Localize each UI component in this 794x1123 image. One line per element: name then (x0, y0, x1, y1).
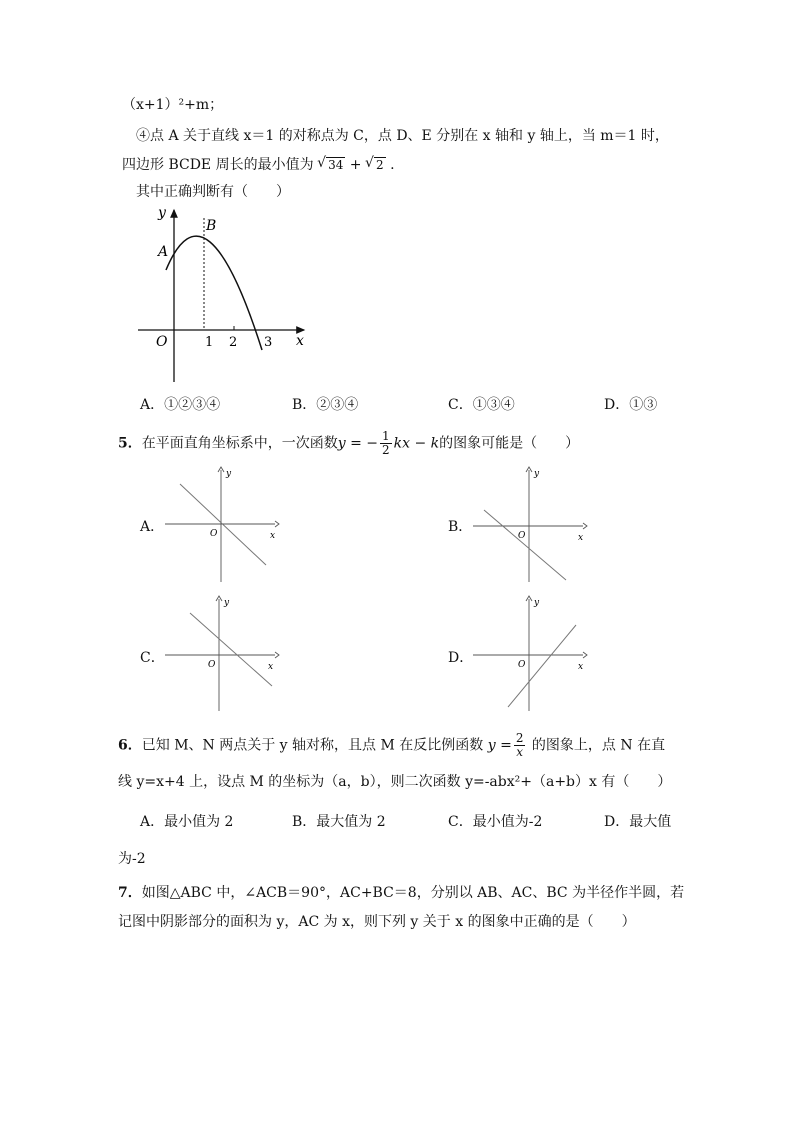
q4-item4-line2-prefix: 四边形 BCDE 周长的最小值为 (122, 157, 314, 173)
q6-option-d[interactable]: D．最大值 (604, 814, 672, 830)
line-graph (180, 484, 266, 565)
line-graph (190, 613, 272, 686)
q6-frac-num: 2 (515, 731, 524, 745)
x-axis-arrow (583, 652, 587, 658)
q6-formula-lhs: y = (487, 737, 512, 754)
q6-option-c[interactable]: C．最小值为-2 (448, 814, 543, 830)
q4-prompt: 其中正确判断有（ ） (136, 184, 290, 200)
q5-graph-a[interactable] (160, 464, 290, 586)
q5-frac-den: 2 (382, 443, 390, 457)
q7-number: 7． (118, 885, 142, 901)
q4-option-a[interactable]: A．①②③④ (140, 397, 221, 413)
period: . (390, 157, 395, 173)
q5-fraction (380, 430, 392, 457)
q7-line1-text: 如图△ABC 中，∠ACB＝90°，AC+BC＝8，分别以 AB、AC、BC 为半径作半圆，若 (141, 885, 685, 901)
q5-graph-b[interactable] (468, 464, 598, 586)
q6-line1-prefix: 已知 M、N 两点关于 y 轴对称，且点 M 在反比例函数 (141, 737, 484, 754)
q6-option-a[interactable]: A．最小值为 2 (140, 814, 234, 830)
origin-label: O (518, 660, 526, 670)
q4-expression-line: （x+1）²+m； (122, 97, 224, 113)
q5-text-suffix: 的图象可能是（ ） (439, 435, 580, 452)
point-B-label: B (206, 218, 217, 234)
q5-option-b-label[interactable]: B． (448, 519, 473, 535)
q6-line1 (118, 732, 665, 759)
q5-stem (118, 430, 579, 457)
axis-label-y: y (224, 598, 230, 608)
axis-label-x: x (296, 333, 304, 349)
axis-label-x: x (578, 662, 584, 672)
q4-parabola-graph (130, 200, 320, 385)
tick-label-2: 2 (229, 335, 238, 350)
axis-label-x: x (270, 531, 276, 541)
origin-label: O (210, 529, 218, 539)
q4-option-b[interactable]: B．②③④ (292, 397, 359, 413)
sqrt-34: √ 34 (326, 157, 345, 172)
q5-number: 5． (118, 435, 142, 452)
x-axis-arrow (275, 521, 279, 527)
axis-label-y: y (158, 205, 166, 221)
tick-label-1: 1 (205, 335, 214, 350)
q6-option-b[interactable]: B．最大值为 2 (292, 814, 386, 830)
x-axis-arrow (275, 652, 279, 658)
q5-graph-d[interactable] (468, 593, 598, 715)
q6-frac-den: x (516, 745, 524, 759)
axis-label-x: x (268, 662, 274, 672)
plus-sign: + (349, 157, 362, 173)
x-axis-arrow (583, 523, 587, 529)
q6-line1-suffix: 的图象上，点 N 在直 (531, 737, 666, 754)
q7-line2: 记图中阴影部分的面积为 y，AC 为 x，则下列 y 关于 x 的图象中正确的是（ ） (118, 914, 636, 930)
q6-line2: 线 y=x+4 上，设点 M 的坐标为（a，b），则二次函数 y=-abx²+（a+b）x 有（ ） (118, 774, 672, 790)
q4-item4-line1: ④点 A 关于直线 x＝1 的对称点为 C，点 D、E 分别在 x 轴和 y 轴上，当 m＝1 时， (136, 128, 669, 144)
axis-label-y: y (226, 469, 232, 479)
q5-option-c-label[interactable]: C． (140, 650, 165, 666)
q6-option-d-wrap: 为-2 (118, 851, 146, 867)
tick-label-3: 3 (264, 335, 273, 350)
sqrt-2: √ 2 (374, 157, 386, 172)
q5-option-a-label[interactable]: A． (140, 519, 165, 535)
q6-number: 6． (118, 737, 142, 754)
point-A-label: A (158, 244, 169, 260)
axis-label-x: x (578, 533, 584, 543)
q4-item4-line2 (122, 156, 395, 174)
origin-label: O (156, 334, 168, 350)
axis-label-y: y (534, 469, 540, 479)
parabola-curve (166, 236, 262, 350)
q7-line1 (118, 884, 684, 902)
q4-option-c[interactable]: C．①③④ (448, 397, 515, 413)
q4-option-d[interactable]: D．①③ (604, 397, 658, 413)
q5-frac-num: 1 (382, 429, 390, 443)
q6-fraction (514, 732, 526, 759)
q5-text-prefix: 在平面直角坐标系中，一次函数 (141, 435, 338, 452)
q5-formula-rhs: kx − k (393, 435, 440, 452)
q5-formula-lhs: y = − (337, 435, 379, 452)
origin-label: O (208, 660, 216, 670)
line-graph (484, 510, 566, 580)
axis-label-y: y (534, 598, 540, 608)
q5-graph-c[interactable] (160, 593, 290, 715)
origin-label: O (518, 531, 526, 541)
q5-option-d-label[interactable]: D． (448, 650, 474, 666)
